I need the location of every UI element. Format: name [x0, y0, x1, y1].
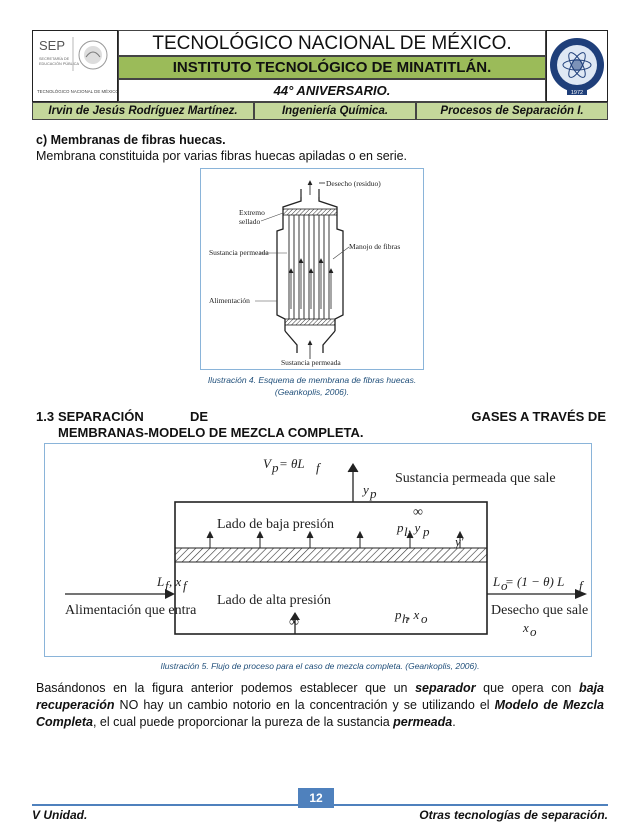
vp-eq-sub: f: [316, 460, 320, 475]
yp-symbol: y: [363, 482, 369, 497]
para-bold-2: baja recuperación: [36, 681, 604, 712]
complete-mixing-figure: [44, 443, 592, 657]
lo-eq-sub: f: [579, 578, 583, 593]
seal-year: 1972: [570, 90, 584, 96]
para-bold-4: permeada: [393, 715, 453, 729]
campus-title: INSTITUTO TECNOLÓGICO DE MINATITLÁN.: [118, 56, 546, 79]
pl-y-sub: p: [423, 524, 430, 539]
low-pressure-label: Lado de baja presión: [217, 517, 335, 532]
figure1-caption-line1: Ilustración 4. Esquema de membrana de fibras huecas.: [207, 375, 417, 385]
lf-symbol: L: [157, 574, 165, 589]
footer-topic: Otras tecnologías de separación.: [419, 808, 608, 822]
sep-line-1: SECRETARÍA DE: [39, 57, 70, 61]
pl-y: , y: [408, 520, 421, 535]
heading-words-3: GASES A TRAVÉS DE: [471, 409, 606, 424]
heading-word-2: DE: [190, 409, 209, 424]
footer-unit: V Unidad.: [32, 808, 88, 822]
high-pressure-label: Lado de alta presión: [217, 593, 331, 608]
fig1-permeate-label: Sustancia permeada: [209, 248, 269, 257]
para-text-2: que opera con: [475, 681, 579, 695]
tecnm-caption: TECNOLÓGICO NACIONAL DE MÉXICO: [37, 89, 117, 94]
para-text-4: , el cual puede proporcionar la pureza de la sustancia: [92, 715, 394, 729]
author-name: Irvin de Jesús Rodríguez Martínez.: [32, 102, 254, 120]
heading-word-1: SEPARACIÓN: [58, 409, 144, 424]
figure1-caption-line2: (Geankoplis, 2006).: [274, 387, 350, 397]
sep-line-2: EDUCACIÓN PÚBLICA: [39, 62, 80, 66]
figure2-caption: Ilustración 5. Flujo de proceso para el caso de mezcla completa. (Geankoplis, 2006).: [160, 661, 480, 671]
fig1-permeate-bottom-label: Sustancia permeada: [281, 358, 341, 367]
vp-sub: p: [272, 460, 279, 475]
vp-eq: = θL: [279, 456, 305, 471]
xf-symbol: , x: [169, 574, 182, 589]
fig1-waste-label: Desecho (residuo): [326, 179, 381, 188]
y-prime-label: y′: [455, 534, 464, 549]
vp-symbol: V: [263, 456, 271, 471]
section-c-title: c) Membranas de fibras huecas.: [36, 133, 226, 147]
permeate-out-label: Sustancia permeada que sale: [395, 471, 556, 486]
para-text-5: .: [452, 715, 456, 729]
fig1-sealed-label-2: sellado: [239, 217, 261, 226]
lf-sub: f: [165, 578, 169, 593]
yp-sub: p: [370, 486, 377, 501]
feed-in-label: Alimentación que entra: [65, 603, 197, 618]
ph-x: , x: [407, 607, 420, 622]
page-number: 12: [298, 788, 334, 808]
para-bold-1: separador: [415, 681, 476, 695]
section-number: 1.3: [36, 409, 55, 424]
para-text-1: Basándonos en la figura anterior podemos establecer que un: [36, 681, 416, 695]
waste-out-label: Desecho que sale: [491, 603, 589, 618]
pl-sub: l: [404, 524, 408, 539]
fig1-sealed-label-1: Extremo: [239, 208, 265, 217]
infinity-top: ∞: [413, 505, 423, 520]
lo-symbol: L: [493, 574, 501, 589]
hollow-fiber-figure: [200, 168, 424, 370]
anniversary-title: 44° ANIVERSARIO.: [118, 79, 546, 102]
lo-sub: o: [501, 578, 508, 593]
ph-symbol: p: [395, 607, 402, 622]
para-bold-3: Modelo de Mezcla Completa: [36, 698, 604, 729]
lo-eq: = (1 − θ) L: [505, 574, 565, 589]
para-text-3: NO hay un cambio notorio en la concentración y se utilizando el: [114, 698, 495, 712]
heading-line-2: MEMBRANAS-MODELO DE MEZCLA COMPLETA.: [58, 425, 364, 440]
xf-sub: f: [183, 578, 187, 593]
figure1-caption: [180, 374, 444, 398]
page-header: [32, 30, 608, 120]
itm-seal: [546, 30, 608, 102]
sep-logo-text: SEP: [39, 38, 66, 53]
course-name: Procesos de Separación I.: [416, 102, 608, 120]
section-c-text: Membrana constituida por varias fibras huecas apiladas o en serie.: [36, 149, 408, 163]
fig1-bundle-label: Manojo de fibras: [349, 242, 401, 251]
header-info-row: [32, 102, 608, 120]
career-name: Ingeniería Química.: [254, 102, 416, 120]
body-paragraph: [36, 680, 604, 731]
sep-logo: [32, 30, 118, 102]
pl-symbol: p: [397, 520, 404, 535]
ph-sub: h: [402, 611, 409, 626]
xo-sub: o: [530, 624, 537, 639]
fig1-feed-label: Alimentación: [209, 296, 250, 305]
xo-symbol: x: [523, 620, 529, 635]
institution-title: TECNOLÓGICO NACIONAL DE MÉXICO.: [118, 30, 546, 56]
infinity-bottom: ∞: [289, 615, 299, 630]
ph-x-sub: o: [421, 611, 428, 626]
